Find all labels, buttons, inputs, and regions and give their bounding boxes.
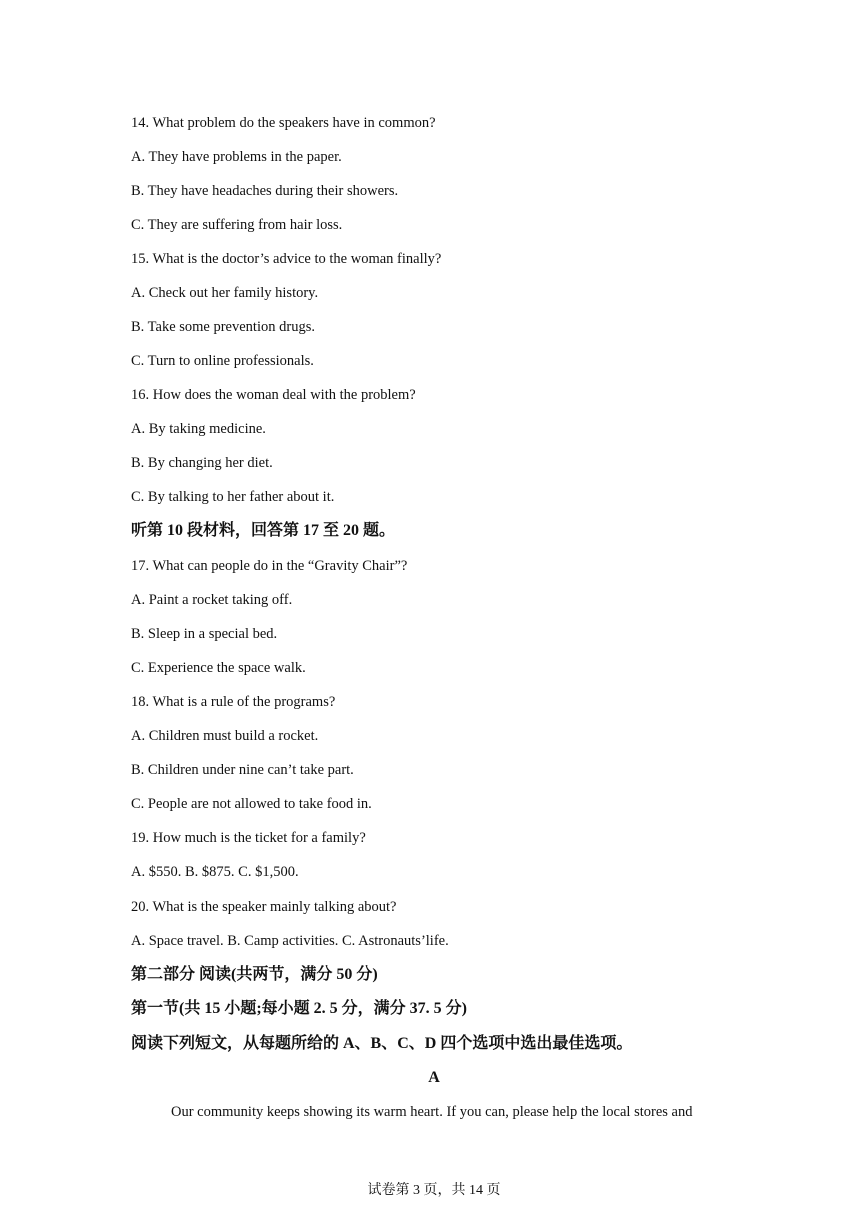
reading-instruction: 阅读下列短文，从每题所给的 A、B、C、D 四个选项中选出最佳选项。 [131, 1035, 633, 1052]
option-14-c: C. They are suffering from hair loss. [131, 217, 343, 233]
option-14-b: B. They have headaches during their showers. [131, 183, 399, 199]
option-17-b: B. Sleep in a special bed. [131, 626, 278, 642]
option-15-c: C. Turn to online professionals. [131, 353, 314, 369]
option-16-a: A. By taking medicine. [131, 421, 266, 437]
option-18-a: A. Children must build a rocket. [131, 728, 319, 744]
option-15-a: A. Check out her family history. [131, 285, 319, 301]
question-19: 19. How much is the ticket for a family? [131, 830, 366, 846]
question-20: 20. What is the speaker mainly talking about? [131, 899, 397, 915]
option-17-a: A. Paint a rocket taking off. [131, 592, 293, 608]
option-15-b: B. Take some prevention drugs. [131, 319, 315, 335]
question-17: 17. What can people do in the “Gravity Chair”? [131, 558, 408, 574]
listening-instruction: 听第 10 段材料，回答第 17 至 20 题。 [131, 522, 396, 539]
option-18-b: B. Children under nine can’t take part. [131, 762, 354, 778]
passage-text: Our community keeps showing its warm heart. If you can, please help the local stores and [171, 1104, 693, 1120]
question-14: 14. What problem do the speakers have in common? [131, 115, 436, 131]
question-18: 18. What is a rule of the programs? [131, 694, 336, 710]
option-16-c: C. By talking to her father about it. [131, 489, 335, 505]
part-two-heading: 第二部分 阅读(共两节，满分 50 分) [131, 966, 378, 983]
option-14-a: A. They have problems in the paper. [131, 149, 342, 165]
section-one-heading: 第一节(共 15 小题;每小题 2. 5 分，满分 37. 5 分) [131, 1000, 467, 1017]
options-20: A. Space travel. B. Camp activities. C. Astronauts’life. [131, 933, 449, 949]
option-18-c: C. People are not allowed to take food in. [131, 796, 372, 812]
passage-letter: A [428, 1069, 440, 1086]
question-15: 15. What is the doctor’s advice to the woman finally? [131, 251, 442, 267]
question-16: 16. How does the woman deal with the problem? [131, 387, 416, 403]
page-footer: 试卷第 3 页，共 14 页 [367, 1183, 501, 1198]
option-16-b: B. By changing her diet. [131, 455, 273, 471]
option-17-c: C. Experience the space walk. [131, 660, 306, 676]
options-19: A. $550. B. $875. C. $1,500. [131, 864, 299, 880]
